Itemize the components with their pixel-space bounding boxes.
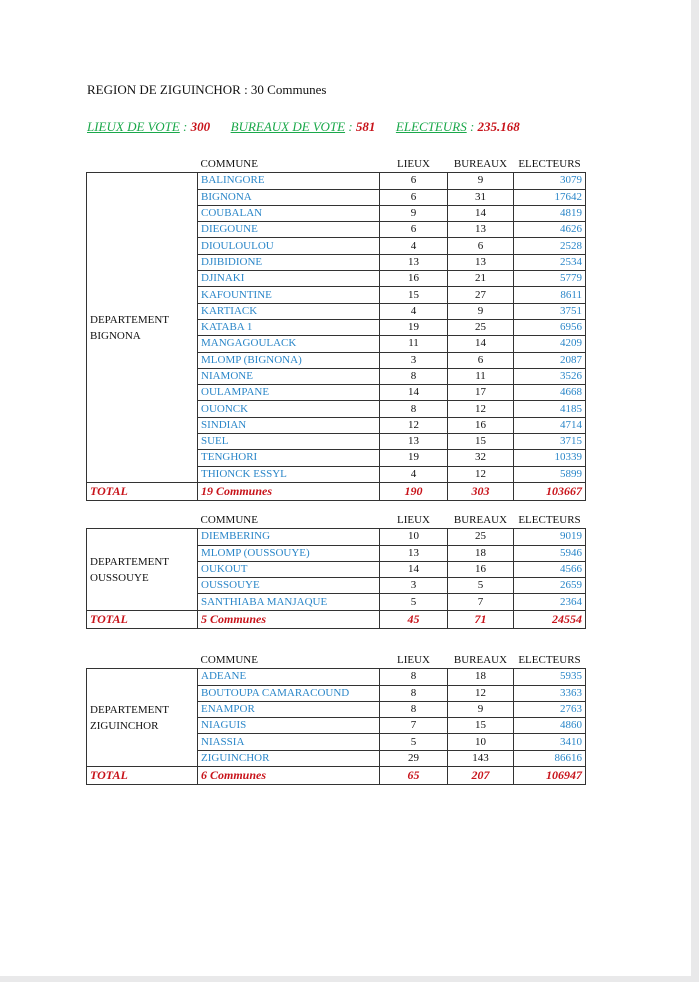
- commune-cell: MANGAGOULACK: [198, 336, 380, 352]
- lieux-cell: 16: [380, 271, 448, 287]
- bureaux-cell: 16: [448, 417, 514, 433]
- electeurs-cell: 10339: [514, 450, 586, 466]
- electeurs-cell: 3715: [514, 434, 586, 450]
- commune-cell: DIEMBERING: [198, 529, 380, 545]
- commune-cell: SINDIAN: [198, 417, 380, 433]
- table-header-row: [87, 653, 586, 669]
- electeurs-cell: 4185: [514, 401, 586, 417]
- electeurs-cell: 3526: [514, 368, 586, 384]
- lieux-cell: 9: [380, 205, 448, 221]
- lieux-cell: 14: [380, 385, 448, 401]
- commune-cell: ZIGUINCHOR: [198, 750, 380, 766]
- electeurs-cell: 4819: [514, 205, 586, 221]
- commune-cell: SANTHIABA MANJAQUE: [198, 594, 380, 610]
- total-row: [87, 610, 586, 628]
- lieux-cell: 13: [380, 254, 448, 270]
- electeurs-cell: 4566: [514, 561, 586, 577]
- table-row: [87, 669, 586, 685]
- electeurs-cell: 5899: [514, 466, 586, 482]
- lieux-cell: 8: [380, 701, 448, 717]
- commune-cell: SUEL: [198, 434, 380, 450]
- commune-cell: OUKOUT: [198, 561, 380, 577]
- commune-cell: BALINGORE: [198, 173, 380, 189]
- column-header-electeurs: ELECTEURS: [518, 514, 581, 527]
- commune-cell: THIONCK ESSYL: [198, 466, 380, 482]
- lieux-cell: 4: [380, 466, 448, 482]
- department-label: DEPARTEMENT: [90, 703, 169, 716]
- bureaux-cell: 12: [448, 685, 514, 701]
- bureaux-cell: 13: [448, 254, 514, 270]
- total-label: TOTAL: [87, 482, 198, 500]
- bureaux-cell: 9: [448, 701, 514, 717]
- column-header-commune: COMMUNE: [200, 514, 258, 527]
- commune-cell: TENGHORI: [198, 450, 380, 466]
- lieux-cell: 8: [380, 669, 448, 685]
- total-row: [87, 482, 586, 500]
- electeurs-cell: 5779: [514, 271, 586, 287]
- lieux-label: LIEUX DE VOTE: [87, 119, 180, 134]
- column-header-lieux: LIEUX: [397, 514, 430, 527]
- column-header-commune: COMMUNE: [200, 158, 258, 171]
- total-lieux: 190: [380, 482, 448, 500]
- electeurs-cell: 6956: [514, 319, 586, 335]
- header-blank: [87, 653, 198, 669]
- electeurs-cell: 2087: [514, 352, 586, 368]
- total-communes: 5 Communes: [198, 610, 380, 628]
- electeurs-cell: 3363: [514, 685, 586, 701]
- electeurs-cell: 2534: [514, 254, 586, 270]
- electeurs-cell: 3079: [514, 173, 586, 189]
- commune-cell: DJIBIDIONE: [198, 254, 380, 270]
- electeurs-cell: 3410: [514, 734, 586, 750]
- commune-cell: MLOMP (OUSSOUYE): [198, 545, 380, 561]
- lieux-cell: 19: [380, 319, 448, 335]
- column-header-bureaux: BUREAUX: [453, 514, 508, 527]
- bureaux-cell: 12: [448, 466, 514, 482]
- lieux-cell: 29: [380, 750, 448, 766]
- bureaux-cell: 18: [448, 545, 514, 561]
- header-blank: [87, 157, 198, 173]
- lieux-cell: 19: [380, 450, 448, 466]
- commune-cell: ADEANE: [198, 669, 380, 685]
- electeurs-cell: 4209: [514, 336, 586, 352]
- total-bureaux: 303: [448, 482, 514, 500]
- department-title: BIGNONA: [90, 329, 141, 342]
- bureaux-label: BUREAUX DE VOTE: [230, 119, 346, 134]
- total-electeurs: 24554: [514, 610, 586, 628]
- electeurs-label: ELECTEURS: [395, 119, 467, 134]
- lieux-cell: 12: [380, 417, 448, 433]
- bureaux-cell: 31: [448, 189, 514, 205]
- column-header-lieux: LIEUX: [397, 158, 430, 171]
- department-name: [87, 529, 198, 610]
- bureaux-cell: 7: [448, 594, 514, 610]
- region-title: REGION DE ZIGUINCHOR : 30 Communes: [87, 82, 327, 97]
- department-label: DEPARTEMENT: [90, 313, 169, 326]
- commune-cell: NIAGUIS: [198, 718, 380, 734]
- lieux-cell: 14: [380, 561, 448, 577]
- lieux-cell: 13: [380, 545, 448, 561]
- separator: :: [348, 119, 353, 134]
- department-label: DEPARTEMENT: [90, 555, 169, 568]
- bureaux-cell: 27: [448, 287, 514, 303]
- bureaux-cell: 21: [448, 271, 514, 287]
- table-header-row: [87, 157, 586, 173]
- commune-cell: DJINAKI: [198, 271, 380, 287]
- bureaux-cell: 15: [448, 718, 514, 734]
- lieux-cell: 15: [380, 287, 448, 303]
- lieux-cell: 5: [380, 594, 448, 610]
- commune-cell: NIASSIA: [198, 734, 380, 750]
- total-electeurs: 106947: [514, 767, 586, 785]
- bureaux-cell: 5: [448, 578, 514, 594]
- column-header-bureaux: BUREAUX: [453, 654, 508, 667]
- electeurs-cell: 8611: [514, 287, 586, 303]
- column-header-lieux: LIEUX: [397, 654, 430, 667]
- bureaux-cell: 10: [448, 734, 514, 750]
- column-header-electeurs: ELECTEURS: [518, 158, 581, 171]
- lieux-cell: 10: [380, 529, 448, 545]
- bureaux-value: 581: [355, 119, 376, 134]
- separator: :: [183, 119, 188, 134]
- bureaux-cell: 18: [448, 669, 514, 685]
- department-table: [86, 653, 586, 785]
- bureaux-cell: 143: [448, 750, 514, 766]
- electeurs-cell: 4626: [514, 222, 586, 238]
- total-communes: 19 Communes: [198, 482, 380, 500]
- lieux-cell: 6: [380, 173, 448, 189]
- lieux-cell: 8: [380, 368, 448, 384]
- bureaux-cell: 14: [448, 336, 514, 352]
- column-header-commune: COMMUNE: [200, 654, 258, 667]
- lieux-cell: 4: [380, 238, 448, 254]
- department-table: [86, 157, 586, 501]
- separator: :: [469, 119, 475, 134]
- bureaux-cell: 17: [448, 385, 514, 401]
- bureaux-cell: 12: [448, 401, 514, 417]
- commune-cell: DIEGOUNE: [198, 222, 380, 238]
- commune-cell: BIGNONA: [198, 189, 380, 205]
- lieux-cell: 6: [380, 189, 448, 205]
- electeurs-cell: 17642: [514, 189, 586, 205]
- commune-cell: NIAMONE: [198, 368, 380, 384]
- lieux-cell: 6: [380, 222, 448, 238]
- total-lieux: 45: [380, 610, 448, 628]
- table-row: [87, 529, 586, 545]
- lieux-cell: 11: [380, 336, 448, 352]
- commune-cell: KATABA 1: [198, 319, 380, 335]
- total-lieux: 65: [380, 767, 448, 785]
- electeurs-cell: 4668: [514, 385, 586, 401]
- total-communes: 6 Communes: [198, 767, 380, 785]
- electeurs-cell: 2659: [514, 578, 586, 594]
- total-label: TOTAL: [87, 610, 198, 628]
- summary-line: [87, 119, 520, 135]
- table-header-row: [87, 513, 586, 529]
- bureaux-cell: 25: [448, 529, 514, 545]
- total-electeurs: 103667: [514, 482, 586, 500]
- table-row: [87, 173, 586, 189]
- department-name: [87, 669, 198, 767]
- lieux-cell: 8: [380, 685, 448, 701]
- lieux-cell: 3: [380, 578, 448, 594]
- lieux-cell: 3: [380, 352, 448, 368]
- electeurs-value: 235.168: [477, 119, 520, 134]
- bureaux-cell: 14: [448, 205, 514, 221]
- total-label: TOTAL: [87, 767, 198, 785]
- bureaux-cell: 6: [448, 352, 514, 368]
- electeurs-cell: 5946: [514, 545, 586, 561]
- total-bureaux: 71: [448, 610, 514, 628]
- lieux-cell: 8: [380, 401, 448, 417]
- electeurs-cell: 9019: [514, 529, 586, 545]
- electeurs-cell: 5935: [514, 669, 586, 685]
- electeurs-cell: 2763: [514, 701, 586, 717]
- commune-cell: ENAMPOR: [198, 701, 380, 717]
- department-title: ZIGUINCHOR: [90, 719, 159, 732]
- bureaux-cell: 15: [448, 434, 514, 450]
- electeurs-cell: 3751: [514, 303, 586, 319]
- commune-cell: OULAMPANE: [198, 385, 380, 401]
- lieux-cell: 5: [380, 734, 448, 750]
- electeurs-cell: 4714: [514, 417, 586, 433]
- header-blank: [87, 513, 198, 529]
- bureaux-cell: 32: [448, 450, 514, 466]
- total-row: [87, 767, 586, 785]
- bureaux-cell: 9: [448, 173, 514, 189]
- electeurs-cell: 4860: [514, 718, 586, 734]
- electeurs-cell: 2528: [514, 238, 586, 254]
- commune-cell: OUONCK: [198, 401, 380, 417]
- bureaux-cell: 13: [448, 222, 514, 238]
- commune-cell: DIOULOULOU: [198, 238, 380, 254]
- commune-cell: KARTIACK: [198, 303, 380, 319]
- bureaux-cell: 11: [448, 368, 514, 384]
- total-bureaux: 207: [448, 767, 514, 785]
- commune-cell: OUSSOUYE: [198, 578, 380, 594]
- column-header-bureaux: BUREAUX: [453, 158, 508, 171]
- commune-cell: MLOMP (BIGNONA): [198, 352, 380, 368]
- bureaux-cell: 9: [448, 303, 514, 319]
- commune-cell: KAFOUNTINE: [198, 287, 380, 303]
- bureaux-cell: 16: [448, 561, 514, 577]
- bureaux-cell: 25: [448, 319, 514, 335]
- electeurs-cell: 2364: [514, 594, 586, 610]
- commune-cell: BOUTOUPA CAMARACOUND: [198, 685, 380, 701]
- department-table: [86, 513, 586, 629]
- commune-cell: COUBALAN: [198, 205, 380, 221]
- lieux-cell: 4: [380, 303, 448, 319]
- lieux-cell: 13: [380, 434, 448, 450]
- bureaux-cell: 6: [448, 238, 514, 254]
- column-header-electeurs: ELECTEURS: [518, 654, 581, 667]
- lieux-cell: 7: [380, 718, 448, 734]
- department-title: OUSSOUYE: [90, 571, 149, 584]
- department-name: [87, 173, 198, 483]
- lieux-value: 300: [190, 119, 211, 134]
- electeurs-cell: 86616: [514, 750, 586, 766]
